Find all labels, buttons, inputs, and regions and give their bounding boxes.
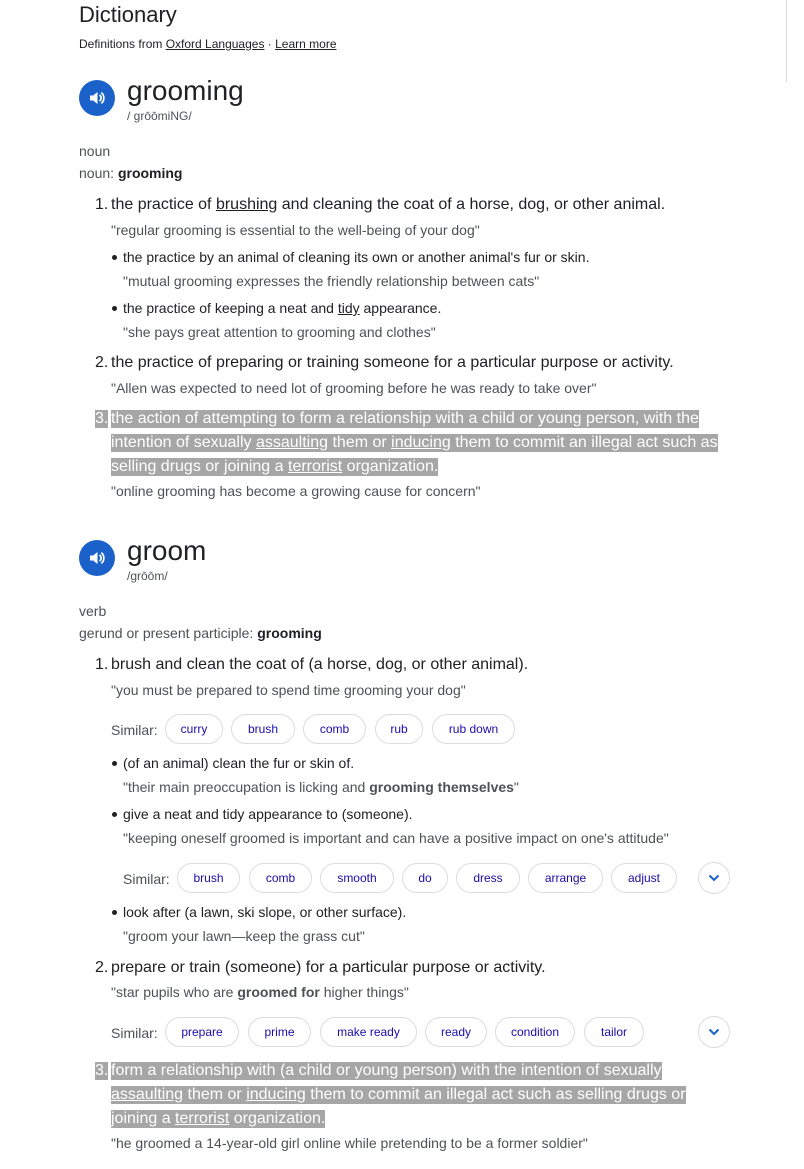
part-of-speech: noun xyxy=(79,143,111,159)
similar-chip[interactable]: do xyxy=(402,863,448,893)
source-line: Definitions from Oxford Languages · Learn more xyxy=(79,37,337,51)
definition: the practice of brushing and cleaning the coat of a horse, dog, or other animal. xyxy=(111,196,666,213)
definition-line: intention of sexually assaulting them or inducing them to commit an illegal act such as xyxy=(111,434,718,451)
example: "Allen was expected to need lot of grooming before he was ready to take over" xyxy=(111,380,597,396)
definition-line: assaulting them or inducing them to commit an illegal act such as selling drugs or xyxy=(111,1086,686,1103)
similar-chip[interactable]: prime xyxy=(248,1017,311,1047)
sense-number: 2. xyxy=(95,354,109,371)
definition-line: joining a terrorist organization. xyxy=(111,1110,326,1127)
similar-chip[interactable]: adjust xyxy=(611,863,677,893)
expand-similar-button[interactable] xyxy=(698,862,730,894)
speaker-icon xyxy=(88,89,106,107)
similar-chip[interactable]: rub xyxy=(375,714,423,744)
scrollbar-edge xyxy=(786,0,787,82)
similar-chip[interactable]: tailor xyxy=(584,1017,644,1047)
phonetic: / grōōmiNG/ xyxy=(127,109,192,123)
example: "you must be prepared to spend time grooming your dog" xyxy=(111,682,466,698)
example: "star pupils who are groomed for higher things" xyxy=(111,984,409,1000)
similar-chip[interactable]: brush xyxy=(177,863,240,893)
sub-definition: the practice by an animal of cleaning its own or another animal's fur or skin. xyxy=(123,249,590,265)
sense-number: 2. xyxy=(95,959,109,976)
link-terrorist[interactable]: terrorist xyxy=(175,1110,230,1127)
speaker-icon xyxy=(88,549,106,567)
bullet xyxy=(112,761,117,766)
example: "mutual grooming expresses the friendly relationship between cats" xyxy=(123,273,540,289)
headword: groom xyxy=(127,535,207,566)
sub-definition: look after (a lawn, ski slope, or other surface). xyxy=(123,904,407,920)
similar-chip[interactable]: ready xyxy=(425,1017,487,1047)
definition: prepare or train (someone) for a particular purpose or activity. xyxy=(111,959,546,976)
learn-more-link[interactable]: Learn more xyxy=(275,37,337,51)
sense-number: 3. xyxy=(95,410,109,427)
similar-chip[interactable]: smooth xyxy=(320,863,394,893)
example: "he groomed a 14-year-old girl online while pretending to be a former soldier" xyxy=(111,1135,588,1151)
example: "online grooming has become a growing cause for concern" xyxy=(111,483,481,499)
link-brushing[interactable]: brushing xyxy=(215,196,278,213)
link-terrorist[interactable]: terrorist xyxy=(288,458,343,475)
link-inducing[interactable]: inducing xyxy=(391,434,451,451)
sub-definition: give a neat and tidy appearance to (someone). xyxy=(123,806,413,822)
definition: brush and clean the coat of (a horse, dog, or other animal). xyxy=(111,656,529,673)
definition-line: the action of attempting to form a relationship with a child or young person, with the xyxy=(111,410,699,427)
example: "regular grooming is essential to the well-being of your dog" xyxy=(111,222,480,238)
similar-label: Similar: xyxy=(123,871,170,887)
link-assaulting[interactable]: assaulting xyxy=(111,1086,184,1103)
definition-line: form a relationship with (a child or young person) with the intention of sexually xyxy=(111,1062,662,1079)
similar-chip[interactable]: make ready xyxy=(320,1017,417,1047)
similar-label: Similar: xyxy=(111,722,158,738)
similar-chip[interactable]: rub down xyxy=(432,714,515,744)
link-assaulting[interactable]: assaulting xyxy=(255,434,329,451)
headword: grooming xyxy=(127,75,244,106)
page-title: Dictionary xyxy=(79,2,177,27)
similar-chip[interactable]: arrange xyxy=(528,863,603,893)
pronounce-button[interactable] xyxy=(79,540,115,576)
definition-line: selling drugs or joining a terrorist organization. xyxy=(111,458,439,475)
expand-similar-button[interactable] xyxy=(698,1016,730,1048)
similar-chip[interactable]: prepare xyxy=(165,1017,239,1047)
pronounce-button[interactable] xyxy=(79,80,115,116)
similar-chip[interactable]: comb xyxy=(303,714,366,744)
phonetic: /grōōm/ xyxy=(127,569,168,583)
similar-chip[interactable]: dress xyxy=(456,863,520,893)
sense-number: 1. xyxy=(95,656,109,673)
word-form: gerund or present participle: grooming xyxy=(79,625,322,641)
link-inducing[interactable]: inducing xyxy=(246,1086,306,1103)
word-form: noun: grooming xyxy=(79,165,183,181)
similar-label: Similar: xyxy=(111,1025,158,1041)
part-of-speech: verb xyxy=(79,603,107,619)
example: "keeping oneself groomed is important and can have a positive impact on one's attitude" xyxy=(123,830,669,846)
example: "groom your lawn—keep the grass cut" xyxy=(123,928,365,944)
similar-chip[interactable]: brush xyxy=(231,714,295,744)
sub-definition: the practice of keeping a neat and tidy appearance. xyxy=(123,300,442,316)
chevron-down-icon xyxy=(708,873,720,883)
similar-chip[interactable]: curry xyxy=(165,714,223,744)
similar-chip[interactable]: comb xyxy=(249,863,312,893)
definition: the practice of preparing or training someone for a particular purpose or activity. xyxy=(111,354,674,371)
example: "she pays great attention to grooming and clothes" xyxy=(123,324,436,340)
bullet xyxy=(112,910,117,915)
sense-number: 3. xyxy=(95,1062,109,1079)
sub-definition: (of an animal) clean the fur or skin of. xyxy=(123,755,355,771)
link-tidy[interactable]: tidy xyxy=(337,300,360,316)
chevron-down-icon xyxy=(708,1027,720,1037)
sense-number: 1. xyxy=(95,196,109,213)
example: "their main preoccupation is licking and grooming themselves" xyxy=(123,779,519,795)
bullet xyxy=(112,812,117,817)
bullet xyxy=(112,255,117,260)
similar-chip[interactable]: condition xyxy=(495,1017,575,1047)
oxford-languages-link[interactable]: Oxford Languages xyxy=(165,37,265,51)
bullet xyxy=(112,306,117,311)
